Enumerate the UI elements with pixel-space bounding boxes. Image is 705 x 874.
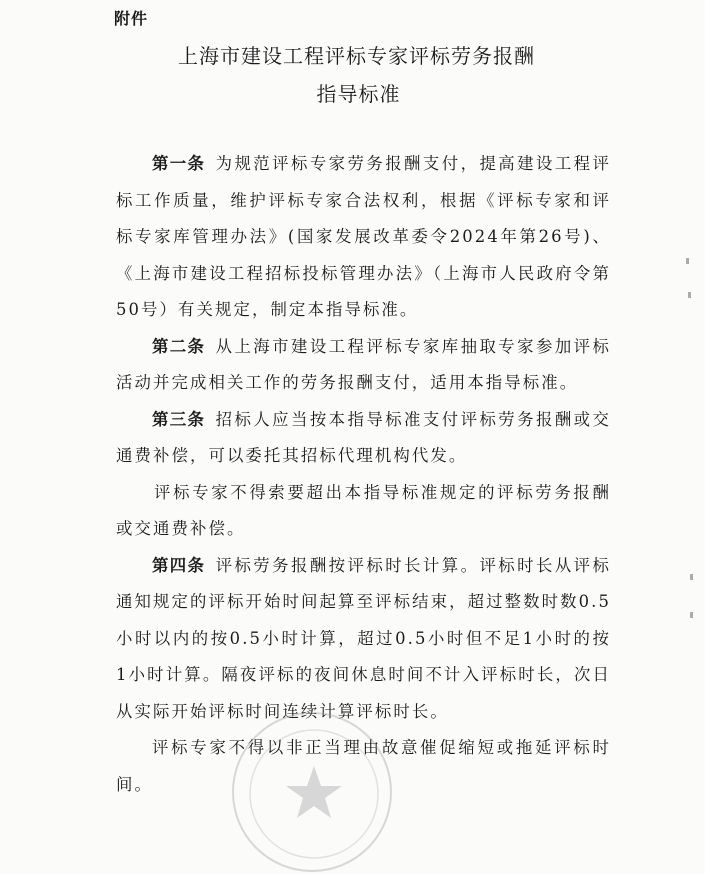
article-text: 评标劳务报酬按评标时长计算。评标时长从评标通知规定的评标开始时间起算至评标结束，超过整数时数0.5小时以内的按0.5小时计算，超过0.5小时但不足1小时的按1小时计算。隔夜评标的夜间休息时间不计入评标时长，次日从实际开始评标时间连续计算评标时长。	[116, 555, 612, 721]
document-body	[116, 146, 611, 803]
document-title-line1: 上海市建设工程评标专家评标劳务报酬	[178, 44, 535, 68]
article-text: 从上海市建设工程评标专家库抽取专家参加评标活动并完成相关工作的劳务报酬支付，适用本指导标准。	[116, 336, 612, 392]
article-heading: 第二条	[152, 336, 206, 356]
scan-mark	[690, 574, 693, 580]
document-title-line2: 指导标准	[316, 82, 401, 106]
official-seal-stamp	[232, 712, 392, 872]
star-icon	[234, 714, 394, 874]
article-heading: 第一条	[152, 154, 206, 173]
paragraph-article-4	[116, 548, 611, 731]
paragraph-article-3-cont	[116, 475, 611, 548]
paragraph-article-3	[116, 402, 611, 475]
paragraph-article-2	[116, 329, 611, 402]
attachment-label: 附件	[114, 9, 149, 28]
scan-mark	[688, 292, 691, 298]
article-text: 评标专家不得索要超出本指导标准规定的评标劳务报酬或交通费补偿。	[116, 482, 611, 538]
article-text: 评标专家不得以非正当理由故意催促缩短或拖延评标时间。	[116, 738, 611, 794]
paragraph-article-1	[116, 146, 611, 329]
article-heading: 第四条	[152, 555, 206, 575]
scan-mark	[690, 612, 693, 618]
scan-mark	[686, 258, 689, 264]
article-text: 招标人应当按本指导标准支付评标劳务报酬或交通费补偿，可以委托其招标代理机构代发。	[116, 409, 612, 465]
article-heading: 第三条	[152, 409, 206, 429]
article-text: 为规范评标专家劳务报酬支付，提高建设工程评标工作质量，维护评标专家合法权利，根据《评标专家和评标专家库管理办法》(国家发展改革委令2024年第26号)、《上海市建设工程招标投标管理办法》（上海市人民政府令第50号）有关规定，制定本指导标准。	[116, 154, 612, 319]
